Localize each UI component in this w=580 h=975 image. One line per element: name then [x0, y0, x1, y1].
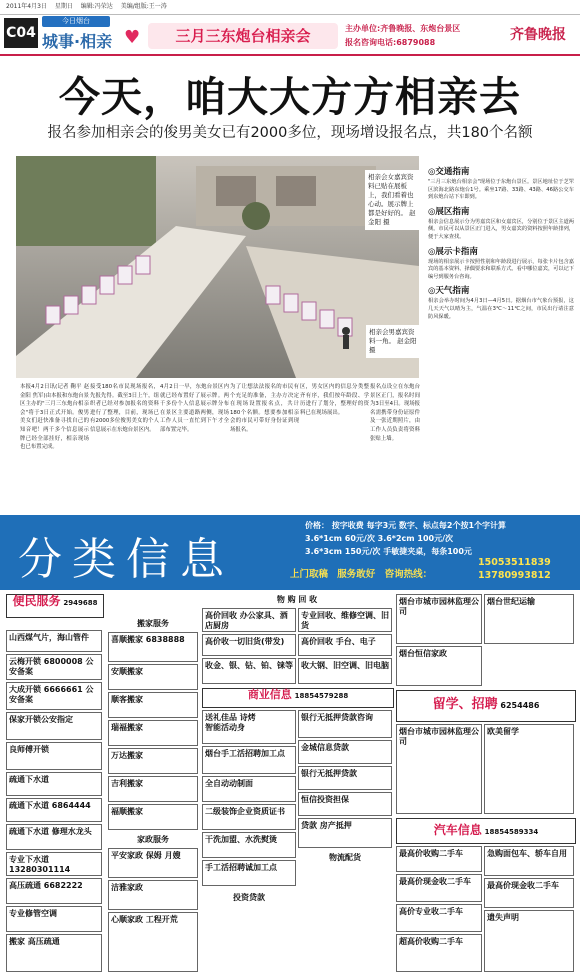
- ad-box: [202, 710, 296, 744]
- ad-box: [396, 594, 482, 644]
- organizer-line: 主办单位:齐鲁晚报、东炮台景区: [345, 24, 461, 33]
- study-section-label: 留学、招聘: [432, 697, 498, 712]
- ad-box: [298, 818, 392, 848]
- ad-box: [6, 772, 102, 796]
- heart-icon: ♥: [124, 27, 141, 48]
- ad-box: [396, 904, 482, 932]
- convenience-section-phone: 2949688: [63, 599, 98, 607]
- traffic-guide-text: "三月三东炮台相亲会"现场位于东炮台景区。景区地址位于芝罘区滨海北路东炮台1号。乘坐17路、33路、43路、46路公交车到东炮台站下车即到。: [428, 179, 574, 201]
- article-body: [20, 383, 420, 507]
- event-banner: 三月三东炮台相亲会: [148, 23, 338, 49]
- hotline-phone-2: 13780993812: [478, 570, 551, 581]
- traffic-guide-label: 交通指南: [435, 167, 470, 177]
- convenience-section-label: 便民服务: [12, 594, 61, 608]
- ad-box: [202, 746, 296, 774]
- ad-title: 烟台手工活招聘加工点: [205, 749, 285, 758]
- ad-title: 瑞福搬家: [111, 723, 143, 732]
- page-header: [0, 14, 580, 56]
- dateline: [0, 0, 580, 15]
- exhibit-guide-text: 相亲会信息展示分为男嘉宾区和女嘉宾区，分别位于景区主道两侧。市民可以从景区正门进入，男女嘉宾的资料按照年龄排列，便于大家查找。: [428, 218, 574, 240]
- ad-title: 福顺搬家: [111, 807, 143, 816]
- show-guide-label: 展示卡指南: [435, 246, 478, 257]
- ad-title: 银行无抵押贷款: [301, 769, 357, 778]
- page-code: C04: [4, 18, 38, 48]
- commerce-section-phone: 18854579288: [294, 692, 349, 700]
- ad-title: 高价回收 手台、电子: [301, 637, 376, 646]
- ad-box: [484, 846, 574, 876]
- ad-box: [396, 724, 482, 814]
- main-headline: 今天，咱大大方方相亲去: [59, 73, 521, 121]
- ad-title: 烟台世纪运输: [487, 597, 535, 606]
- ad-title: 全自动动制面: [205, 779, 253, 788]
- ad-box: [396, 874, 482, 902]
- convenience-section-header: [6, 594, 104, 618]
- ad-box: [396, 846, 482, 872]
- exhibit-guide-title: ◎展区指南: [428, 206, 470, 217]
- section-title: 城事·相亲: [42, 32, 113, 51]
- organizer-info: [345, 22, 495, 50]
- ad-title: 搬家 高压疏通: [9, 937, 60, 946]
- event-photo: [16, 156, 419, 378]
- ad-title: 疏通下水道 修理水龙头: [9, 827, 92, 836]
- ad-title: 欧美留学: [487, 727, 519, 736]
- ad-box: [484, 724, 574, 814]
- exhibit-guide-label: 展区指南: [435, 206, 470, 217]
- ad-box: [202, 634, 296, 656]
- article-col-1: 本报4月2日讯(记者 鞠平 赵金阳 焦军)由本报和东炮台景区主办的"三月三东炮台相亲会"将于3日正式开始。俊男美女们赶快准备寻找自己的知音吧！两千多个信息展示牌已经全部挂好，相亲现场也已布置完成。: [20, 384, 89, 451]
- ad-box: [6, 824, 102, 850]
- car-section-label: 汽车信息: [433, 823, 482, 837]
- ad-box: [298, 766, 392, 790]
- ad-title: 送礼佳品 诗烤: [205, 713, 256, 722]
- traffic-guide-title: ◎交通指南: [428, 167, 470, 177]
- ad-box: [202, 658, 296, 684]
- ad-title: 贷款 房产抵押: [301, 821, 352, 830]
- design-text: 美编/组版:王一涛: [120, 3, 167, 10]
- ad-box: [108, 912, 198, 972]
- ad-box: [484, 594, 574, 644]
- ad-title: 心顺家政 工程开荒: [111, 915, 178, 924]
- ad-title: 顺客搬家: [111, 695, 143, 704]
- ad-box: [484, 878, 574, 908]
- show-guide-text: 现场的相亲展示卡按照性别和年龄段进行展示，每张卡片包含嘉宾的基本资料、择偶要求和联系方式。看中哪位嘉宾，可以记下编号到服务台咨询。: [428, 258, 574, 280]
- ad-box: [484, 910, 574, 972]
- ad-box: [108, 880, 198, 910]
- weather-guide-title: ◎天气指南: [428, 286, 470, 297]
- photo-caption-top: 相亲会女嘉宾资料已贴在展板上，我们看着也心动。展示牌上都是好好的。 赵金阳 摄: [365, 170, 421, 230]
- hotline-label: 上门取稿 服务敢好 咨询热线：: [290, 569, 433, 580]
- hotline-phone-1: 15053511839: [478, 557, 551, 568]
- ad-title: 专业回收、维修空调、旧货: [301, 611, 389, 630]
- housekeeping-section-header: 家政服务: [137, 835, 169, 844]
- ad-title: 遗失声明: [487, 913, 519, 922]
- hotline-numbers: [478, 556, 551, 582]
- ad-title: 最高价现金收二手车: [399, 877, 471, 886]
- ad-box: [298, 608, 392, 632]
- ad-title: 良师傅开锁: [9, 745, 49, 754]
- ad-box: [6, 852, 102, 876]
- purchase-section-header: 物 购 回 收: [276, 595, 318, 604]
- ad-title: 高价回收 办公家具、酒店厨房: [205, 611, 288, 630]
- ad-title: 专业下水道 13280301114: [9, 855, 71, 874]
- ad-box: [6, 712, 102, 740]
- article-col-4: 为了让想法法报名的市民有个充足的准备，主办方决定在现场设置报名点，共计180个名额。想要参加相亲会的市民可带好身份证到现场报名。: [230, 384, 299, 433]
- ad-title: 疏通下水道 6864444: [9, 801, 91, 810]
- article-col-2: 接受180名市民现场报名，先报先得。截至3日上午，组织者已经对参加报名的资料进行了整理，目前，现场已有2000多位俊男美女的个人信息展示在东炮台景区内。: [90, 384, 159, 433]
- classifieds-grid: [4, 592, 576, 975]
- classifieds-title: 分类信息: [18, 534, 234, 585]
- ad-box: [108, 848, 198, 878]
- ad-title: 万达搬家: [111, 751, 143, 760]
- commerce-section-label: 商业信息: [247, 688, 292, 701]
- ad-box: [298, 658, 392, 684]
- ad-title: 喜顺搬家 6838888: [111, 635, 185, 644]
- ad-box: [202, 860, 296, 886]
- article-col-5: 区，男女区内的信息分类整齐有序，我们按年龄段、学历进行了划分，整理好的资料已在现场展出。: [300, 384, 369, 416]
- ad-box: [108, 692, 198, 718]
- ad-box: [108, 720, 198, 746]
- sub-headline: 报名参加相亲会的俊男美女已有2000多位，现场增设报名点，共180个名额: [47, 125, 533, 141]
- logistics-section-header: 物流配货: [329, 853, 361, 862]
- ad-title: 烟台恒信家政: [399, 649, 447, 658]
- ad-box: [298, 634, 392, 656]
- ad-box: [108, 632, 198, 662]
- ad-box: [298, 740, 392, 764]
- today-badge: 今日烟台: [42, 16, 110, 27]
- ad-title: 吉利搬家: [111, 779, 143, 788]
- ad-title: 山西煤气片，海山管件: [9, 633, 89, 642]
- editor-text: 编辑:冯荣达: [80, 3, 113, 10]
- price-info: [305, 519, 575, 558]
- ad-box: [202, 776, 296, 802]
- ad-title: 最高价收购二手车: [399, 849, 463, 858]
- ad-box: [6, 682, 102, 710]
- price-line-2: 3.6*1cm 60元/次 3.6*2cm 100元/次: [305, 534, 454, 543]
- car-section-phone: 18854589334: [484, 828, 539, 836]
- ad-title: 烟台市城市园林监理公司: [399, 727, 479, 746]
- ad-box: [108, 664, 198, 690]
- ad-box: [6, 878, 102, 904]
- show-guide-title: ◎展示卡指南: [428, 246, 478, 257]
- article-col-6: 报名点设立在东炮台景区正门，报名时间为3日至4日。现场报名需携带身份证原件及一张近期照片，由工作人员负责将资料张贴上墙。: [370, 384, 420, 442]
- ad-title: 高价专业收二手车: [399, 907, 463, 916]
- ad-box: [298, 792, 392, 816]
- ad-title: 专业修管空调: [9, 909, 57, 918]
- ad-box: [6, 654, 102, 680]
- ad-title: 烟台市城市园林监理公司: [399, 597, 479, 616]
- ad-title: 收大钢、旧空调、旧电脑: [301, 661, 389, 670]
- ad-box: [6, 934, 102, 972]
- ad-box: [202, 608, 296, 632]
- ad-box: [202, 804, 296, 830]
- ad-title: 干洗加盟、水洗熨烫: [205, 835, 277, 844]
- ad-title: 银行无抵押贷款咨询: [301, 713, 373, 722]
- ad-box: [202, 832, 296, 858]
- ad-box: [6, 630, 102, 652]
- ad-box: [108, 804, 198, 830]
- ad-title: 疏通下水道: [9, 775, 49, 784]
- ad-box: [6, 906, 102, 932]
- photo-illustration: [16, 156, 419, 378]
- weekday-text: 星期日: [54, 3, 73, 10]
- ad-title: 最高价现金收二手车: [487, 881, 559, 890]
- ad-title: 高压疏通 6682222: [9, 881, 83, 890]
- study-section-header: [396, 690, 576, 722]
- commerce-section-header: [202, 688, 394, 708]
- ad-title: 保家开锁公安指定: [9, 715, 73, 724]
- ad-box: [108, 748, 198, 774]
- ad-title: 云梅开锁 6800008 公安备案: [9, 657, 94, 676]
- price-line-1: 价格： 按字收费 每字3元 数字、标点每2个按1个字计算: [305, 521, 507, 530]
- ad-box: [298, 710, 392, 738]
- weather-guide-text: 相亲会举办时间为4月3日—4月5日。据烟台市气象台预报，这几天天气以晴为主，气温在3℃～11℃之间，市民出行请注意防风保暖。: [428, 298, 574, 320]
- ad-title: 高价收一切旧货(带发): [205, 637, 285, 646]
- guide-column: [428, 162, 574, 512]
- ad-box: [396, 934, 482, 972]
- ad-title: 恒信投资担保: [301, 795, 349, 804]
- ad-title: 智能活动身: [205, 723, 245, 732]
- price-line-3: 3.6*3cm 150元/次 手敏捷夹桌，每条100元: [305, 547, 472, 556]
- moving-section-header: 搬家服务: [137, 619, 169, 628]
- article-col-3: 4月2日一早，东炮台景区内就已经布置好了展示牌。两千多份个人信息展示牌分布在景区主要道路两侧，现场工作人员一直忙到下午才全部布置完毕。: [160, 384, 229, 433]
- ad-box: [108, 776, 198, 802]
- date-text: 2011年4月3日: [6, 3, 47, 10]
- weather-guide-label: 天气指南: [435, 286, 470, 297]
- newspaper-logo: 齐鲁晚报: [510, 27, 566, 43]
- study-section-phone: 6254486: [500, 701, 540, 710]
- ad-title: 大成开锁 6666661 公安备案: [9, 685, 94, 704]
- ad-box: [6, 798, 102, 822]
- ad-title: 平安家政 保姆 月嫂: [111, 851, 181, 860]
- ad-title: 洁雅家政: [111, 883, 143, 892]
- ad-title: 安顺搬家: [111, 667, 143, 676]
- photo-caption-bottom: 相亲会男嘉宾资料一角。 赵金阳 摄: [366, 325, 422, 358]
- ad-title: 二级装饰企业资质证书: [205, 807, 285, 816]
- ad-title: 手工活招聘诚加工点: [205, 863, 277, 872]
- ad-title: 急购面包车、轿车自用: [487, 849, 567, 858]
- hotline-line: 报名咨询电话:6879088: [345, 38, 436, 47]
- car-section-header: [396, 818, 576, 844]
- ad-title: 收金、银、钻、铂、铼等: [205, 661, 293, 670]
- invest-section-header: 投资贷款: [233, 893, 265, 902]
- ad-box: [396, 646, 482, 686]
- ad-title: 超高价收购二手车: [399, 937, 463, 946]
- ad-title: 金城信息贷款: [301, 743, 349, 752]
- ad-box: [6, 742, 102, 770]
